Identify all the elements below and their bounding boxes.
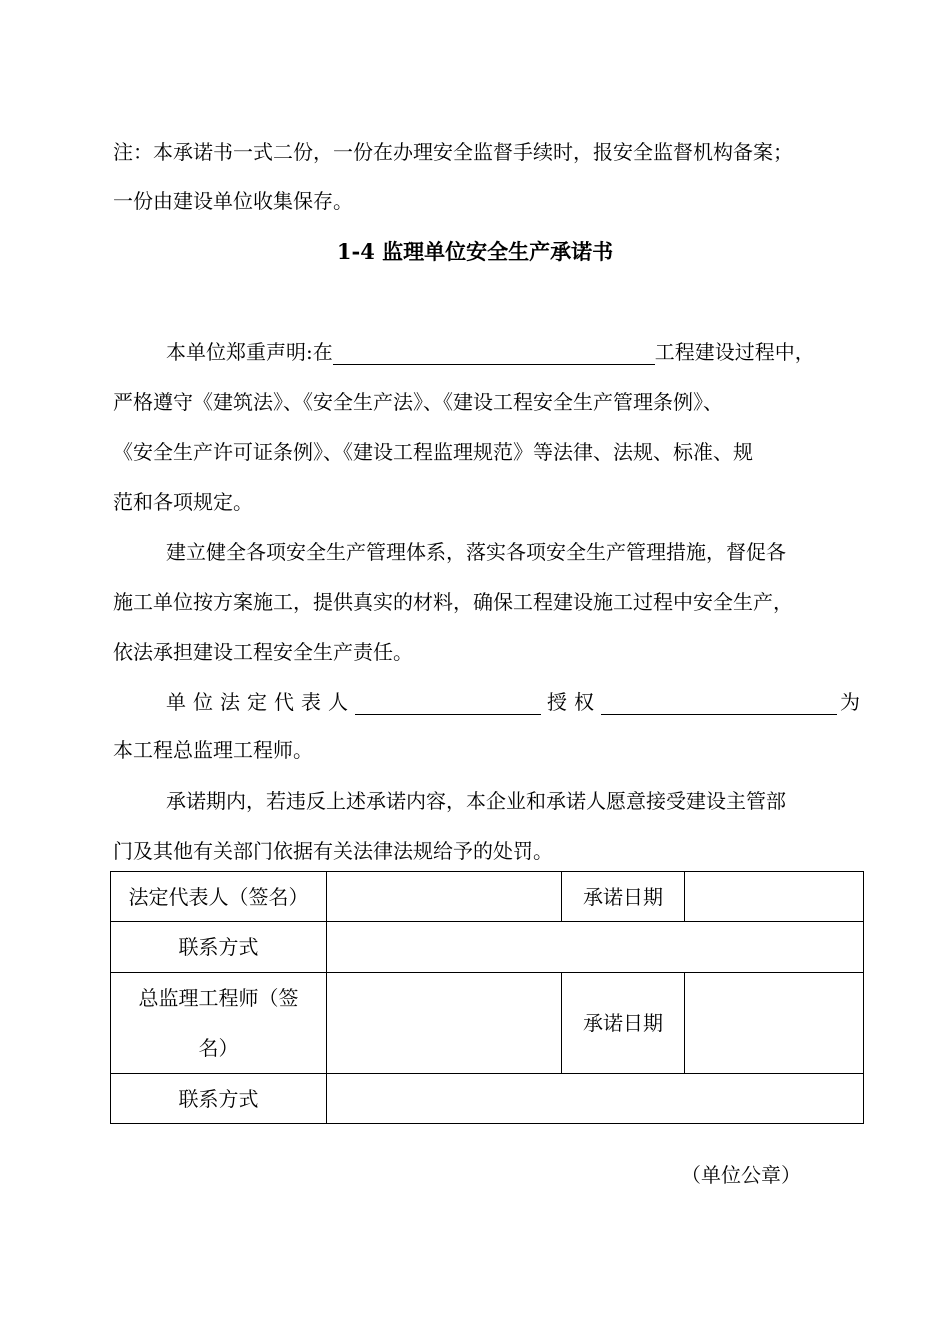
note-line-1: 注：本承诺书一式二份，一份在办理安全监督手续时，报安全监督机构备案； [113, 140, 793, 164]
table-row [111, 973, 864, 1074]
table-row [111, 872, 864, 922]
chief-engineer-date-cell[interactable] [685, 973, 864, 1074]
legal-rep-label-cell: 法定代表人（签名） [111, 872, 327, 922]
para1-line-2: 严格遵守《建筑法》、《安全生产法》、《建设工程安全生产管理条例》、 [113, 390, 723, 414]
as-label: 为 [840, 690, 860, 714]
para4-line-1: 承诺期内，若违反上述承诺内容，本企业和承诺人愿意接受建设主管部 [166, 789, 786, 813]
para3-line-1 [166, 689, 860, 715]
contact-label-cell: 联系方式 [111, 922, 327, 973]
note-line-2: 一份由建设单位收集保存。 [113, 189, 353, 213]
table-row [111, 1074, 864, 1124]
legal-rep-blank[interactable] [355, 692, 541, 715]
signature-table [110, 871, 864, 1124]
para1-prefix: 本单位郑重声明:在 [166, 340, 333, 364]
legal-rep-date-cell[interactable] [685, 872, 864, 922]
legal-rep-label: 单位法定代表人 [166, 690, 355, 714]
chief-engineer-signature-cell[interactable] [327, 973, 562, 1074]
legal-rep-signature-cell[interactable] [327, 872, 562, 922]
para4-line-2: 门及其他有关部门依据有关法律法规给予的处罚。 [113, 839, 553, 863]
chief-engineer-blank[interactable] [601, 692, 837, 715]
company-seal-label: （单位公章） [681, 1163, 801, 1187]
chief-engineer-contact-cell[interactable] [327, 1074, 864, 1124]
para2-line-1: 建立健全各项安全生产管理体系，落实各项安全生产管理措施，督促各 [166, 540, 786, 564]
chief-engineer-label-cell: 总监理工程师（签名） [111, 973, 327, 1074]
para1-suffix: 工程建设过程中， [654, 340, 815, 364]
para2-line-2: 施工单位按方案施工，提供真实的材料，确保工程建设施工过程中安全生产， [113, 590, 793, 614]
contact-label-cell: 联系方式 [111, 1074, 327, 1124]
legal-rep-contact-cell[interactable] [327, 922, 864, 973]
para3-line-2: 本工程总监理工程师。 [113, 738, 313, 762]
para2-line-3: 依法承担建设工程安全生产责任。 [113, 640, 413, 664]
para1-line-4: 范和各项规定。 [113, 490, 253, 514]
para1-line-3: 《安全生产许可证条例》、《建设工程监理规范》等法律、法规、标准、规 [113, 440, 753, 464]
page-title: 1-4 监理单位安全生产承诺书 [336, 239, 614, 264]
date-label-cell: 承诺日期 [562, 872, 685, 922]
project-name-blank[interactable] [333, 342, 655, 365]
authorize-label: 授权 [547, 690, 601, 714]
table-row [111, 922, 864, 973]
para1-line-1 [166, 339, 815, 365]
date-label-cell: 承诺日期 [562, 973, 685, 1074]
